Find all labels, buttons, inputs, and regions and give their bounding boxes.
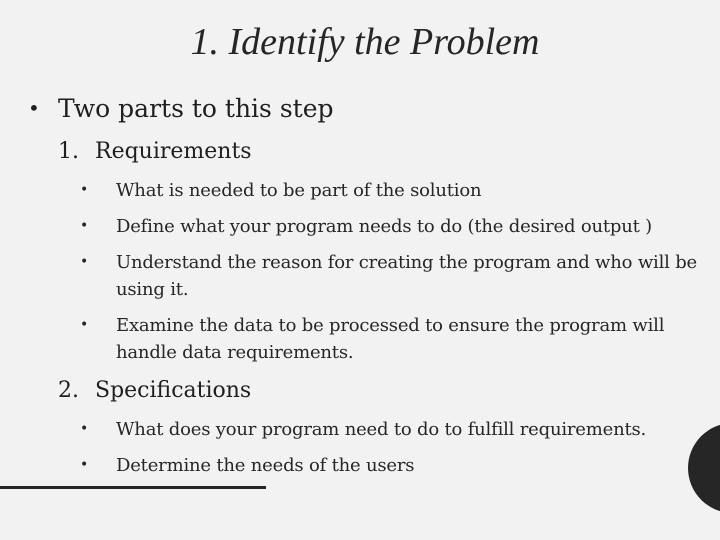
bullet-glyph: • <box>80 254 89 270</box>
list-item <box>80 213 700 240</box>
list-item <box>80 249 700 303</box>
bullet-glyph: • <box>80 218 89 234</box>
section-number: 1. <box>58 139 79 164</box>
section-label: Specifications <box>95 378 252 403</box>
list-item-text: What does your program need to do to fulfill requirements. <box>116 419 647 440</box>
bullet-glyph: • <box>80 182 89 198</box>
bullet-glyph: • <box>28 96 40 120</box>
list-item-text: Determine the needs of the users <box>116 455 415 476</box>
list-item-text: What is needed to be part of the solution <box>116 180 482 201</box>
list-item <box>80 416 700 443</box>
bullet-glyph: • <box>80 421 89 437</box>
section-label: Requirements <box>95 139 252 164</box>
main-bullet <box>28 90 334 127</box>
slide-title: 1. Identify the Problem <box>190 21 540 63</box>
section-requirements-heading <box>58 137 252 167</box>
list-item <box>80 177 700 204</box>
list-item-text: Understand the reason for creating the program and who will be using it. <box>116 252 697 300</box>
list-item <box>80 312 700 366</box>
bullet-glyph: • <box>80 457 89 473</box>
list-item <box>80 452 700 479</box>
footer-divider <box>0 486 266 489</box>
main-bullet-text: Two parts to this step <box>58 94 334 123</box>
section-specifications-heading <box>58 376 251 406</box>
bullet-glyph: • <box>80 317 89 333</box>
section-number: 2. <box>58 378 79 403</box>
list-item-text: Examine the data to be processed to ensure the program will handle data requirements. <box>116 315 665 363</box>
list-item-text: Define what your program needs to do (the desired output ) <box>116 216 652 237</box>
